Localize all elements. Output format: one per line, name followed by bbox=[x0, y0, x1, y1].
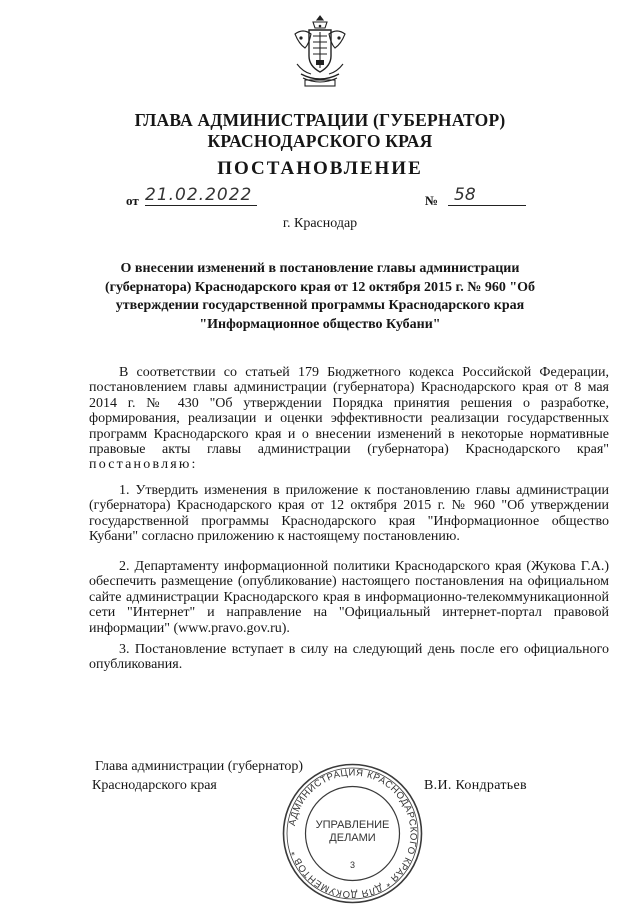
signatory-position-line1: Глава администрации (губернатор) bbox=[95, 759, 304, 774]
preamble-text: В соответствии со статьей 179 Бюджетного кодекса Российской Федерации, постановлением главы администрации (губернатора) Краснодарского края от 8 мая 2014 г. № 430 "Об утверждении Порядка принятия решения о разработке, формирования, реализации и оценки эффективности реализации государственных программ Краснодарского края и о внесении изменений в некоторые нормативные правовые акты главы администрации (губернатора) Краснодарского края" bbox=[89, 365, 609, 458]
authority-title-line2: КРАСНОДАРСКОГО КРАЯ bbox=[207, 131, 433, 151]
preamble-paragraph bbox=[89, 365, 609, 473]
seal-number: 3 bbox=[349, 860, 356, 870]
item-2-paragraph bbox=[89, 559, 609, 636]
handwritten-date: 21.02.2022 bbox=[145, 186, 257, 206]
coat-of-arms-emblem bbox=[289, 14, 351, 90]
signatory-name: В.И. Кондратьев bbox=[424, 778, 527, 793]
signatory-position-line2: Краснодарского края bbox=[92, 778, 217, 793]
decree-word: постановляю: bbox=[89, 457, 198, 473]
item-3-text: 3. Постановление вступает в силу на следующий день после его официального опубликования. bbox=[89, 642, 609, 673]
document-type-title: ПОСТАНОВЛЕНИЕ bbox=[217, 158, 423, 179]
seal-inner-line1: УПРАВЛЕНИЕ bbox=[315, 819, 390, 831]
item-1-paragraph bbox=[89, 483, 609, 545]
official-seal-stamp bbox=[280, 762, 425, 905]
number-label: № bbox=[425, 193, 439, 208]
item-2-text: 2. Департаменту информационной политики Краснодарского края (Жукова Г.А.) обеспечить размещение (опубликование) настоящего постановления на официальном сайте администрации Краснодарского края в информационно-телекоммуникационной сети "Интернет" и направление на "Официальный интернет-портал правовой информации" (www.pravo.gov.ru). bbox=[89, 559, 609, 636]
item-3-paragraph bbox=[89, 642, 609, 673]
date-label: от bbox=[126, 193, 139, 208]
document-subject: О внесении изменений в постановление главы администрации (губернатора) Краснодарского края от 12 октября 2015 г. № 960 "Об утверждении государственной программы Краснодарского края "Информационное общество Кубани" bbox=[104, 261, 536, 333]
seal-inner-line2: ДЕЛАМИ bbox=[329, 832, 376, 844]
item-1-text: 1. Утвердить изменения в приложение к постановлению главы администрации (губернатора) Краснодарского края от 12 октября 2015 г. № 960 "Об утверждении государственной программы Краснодарского края "Информационное общество Кубани" согласно приложению к настоящему постановлению. bbox=[89, 483, 609, 545]
authority-title-line1: ГЛАВА АДМИНИСТРАЦИИ (ГУБЕРНАТОР) bbox=[134, 110, 506, 130]
handwritten-number: 58 bbox=[448, 186, 526, 206]
city-line: г. Краснодар bbox=[282, 216, 358, 231]
seal-outer-text: АДМИНИСТРАЦИЯ КРАСНОДАРСКОГО КРАЯ * ДЛЯ ДОКУМЕНТОВ * bbox=[286, 767, 419, 900]
